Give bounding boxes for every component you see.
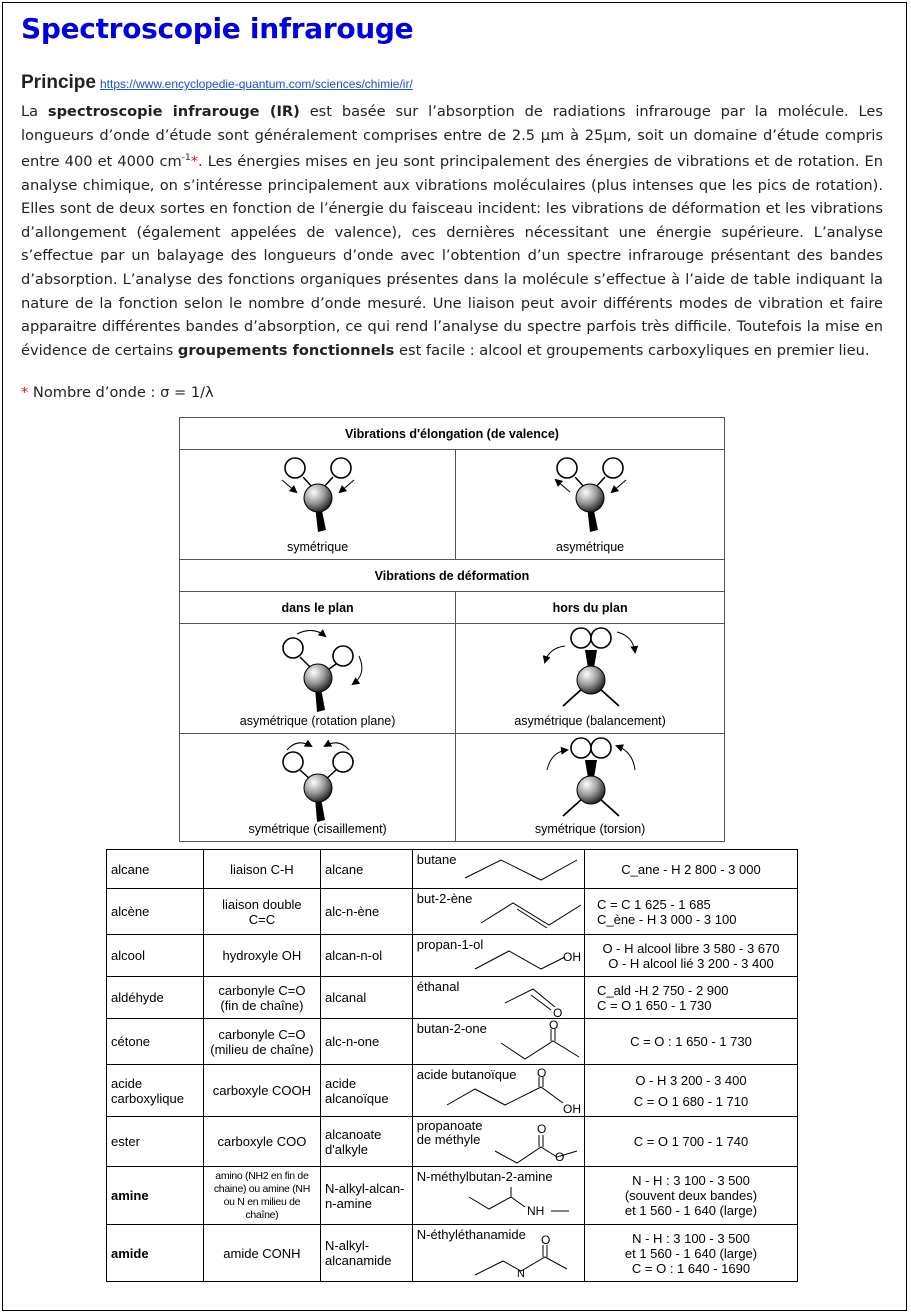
band-value: C = C 1 625 - 1 685 bbox=[596, 896, 711, 912]
intro-paragraph bbox=[21, 100, 883, 362]
deformation-header: Vibrations de déformation bbox=[180, 560, 725, 592]
svg-text:O: O bbox=[548, 1019, 559, 1032]
name-cell: alc-n-one bbox=[321, 1019, 413, 1065]
band-value: N - H : 3 100 - 3 500 bbox=[632, 1230, 750, 1246]
rocking-label: asymétrique (rotation plane) bbox=[239, 714, 396, 728]
footnote-star: * bbox=[21, 384, 29, 401]
in-plane-header: dans le plan bbox=[180, 592, 456, 624]
table-row bbox=[107, 1019, 798, 1065]
source-link[interactable]: https://www.encyclopedie-quantum.com/sciences/chimie/ir/ bbox=[99, 77, 413, 91]
table-row bbox=[107, 1225, 798, 1282]
example-name: propan-1-ol bbox=[416, 937, 484, 952]
example-cell bbox=[412, 1167, 584, 1225]
text-2: est basée sur l’absorption de radiations infrarouge par la molécule. Les longueurs d’onde d’étude sont généralement comprises entre de 2.5 µm à 25µm, soit un domaine d’étude compris entre 400 et 4000 cm bbox=[21, 103, 883, 171]
bold-ir: spectroscopie infrarouge (IR) bbox=[47, 103, 300, 120]
bands-cell bbox=[584, 889, 797, 935]
group-cell: amino (NH2 en fin de chaine) ou amine (NH ou N en milieu de chaîne) bbox=[203, 1167, 320, 1225]
butene-structure bbox=[413, 889, 581, 935]
band-value: et 1 560 - 1 640 (large) bbox=[624, 1203, 758, 1218]
svg-text:N: N bbox=[516, 1268, 525, 1280]
table-row bbox=[107, 850, 798, 889]
family-cell: ester bbox=[107, 1117, 204, 1167]
twisting-cell bbox=[456, 734, 725, 842]
name-cell: alcanoate d'alkyle bbox=[321, 1117, 413, 1167]
text-1: La bbox=[21, 103, 48, 120]
section-heading bbox=[21, 72, 413, 94]
example-cell bbox=[412, 1019, 584, 1065]
text-4: est facile : alcool et groupements carboxyliques en premier lieu. bbox=[394, 341, 870, 359]
text-3: . Les énergies mises en jeu sont principalement des énergies de vibrations et de rotation. En analyse chimique, on s’intéresse principalement aux vibrations moléculaires (plus intenses que les pics de rotation). Elles sont de deux sortes en fonction de l’énergie du faisceau incident: les vibrations de déformation et les vibrations d’allongement (également appelées de valence), ces dernières nécessitant une énergie supérieure. L’analyse s’effectue par un balayage des longueurs d’onde avec l’obtention d’un spectre infrarouge présentant des bandes d’absorption. L’analyse des fonctions organiques présentes dans la molécule s’effectue à l’aide de table indiquant la nature de la fonction selon le nombre d’onde mesuré. Une liaison peut avoir différents modes de vibration et faire apparaitre différentes bandes d’absorption, ce qui rend l’analyse du spectre parfois très difficile. Toutefois la mise en évidence de certains bbox=[21, 153, 883, 359]
table-row bbox=[107, 1117, 798, 1167]
group-cell: carbonyle C=O (milieu de chaîne) bbox=[203, 1019, 320, 1065]
group-cell: carboxyle COOH bbox=[203, 1065, 320, 1117]
band-value: C = O 1 680 - 1 710 bbox=[633, 1093, 749, 1109]
bands-cell bbox=[584, 1065, 797, 1117]
svg-text:O: O bbox=[552, 1006, 563, 1019]
stretch-asymmetric-cell bbox=[456, 450, 725, 560]
example-cell bbox=[412, 889, 584, 935]
twisting-label: symétrique (torsion) bbox=[534, 822, 646, 836]
group-cell: hydroxyle OH bbox=[203, 935, 320, 977]
band-value: C = O : 1 640 - 1690 bbox=[631, 1260, 751, 1276]
svg-text:O: O bbox=[536, 1122, 547, 1136]
rocking-cell bbox=[180, 624, 456, 734]
family-cell: alcane bbox=[107, 850, 204, 889]
band-value: C = O : 1 650 - 1 730 bbox=[630, 1034, 752, 1049]
name-cell: alcan-n-ol bbox=[321, 935, 413, 977]
wagging-label: asymétrique (balancement) bbox=[514, 714, 666, 728]
family-cell: aldéhyde bbox=[107, 977, 204, 1019]
wagging-diagram bbox=[525, 626, 655, 714]
bold-groups: groupements fonctionnels bbox=[177, 341, 395, 359]
name-cell: N-alkyl-alcan-n-amine bbox=[321, 1167, 413, 1225]
family-cell: alcène bbox=[107, 889, 204, 935]
svg-text:NH: NH bbox=[526, 1204, 545, 1218]
name-cell: alcane bbox=[321, 850, 413, 889]
ethanal-structure bbox=[413, 977, 581, 1019]
example-cell bbox=[412, 1065, 584, 1117]
stretch-symmetric-label: symétrique bbox=[287, 540, 349, 554]
band-value: O - H alcool libre 3 580 - 3 670 bbox=[602, 940, 780, 956]
example-name: N-méthylbutan-2-amine bbox=[416, 1169, 553, 1184]
scissoring-label: symétrique (cisaillement) bbox=[248, 822, 387, 836]
example-cell bbox=[412, 935, 584, 977]
bands-cell bbox=[584, 850, 797, 889]
family-cell: cétone bbox=[107, 1019, 204, 1065]
example-cell bbox=[412, 1225, 584, 1282]
bands-cell bbox=[584, 1117, 797, 1167]
methylbutanamine-structure bbox=[413, 1167, 581, 1225]
svg-text:OH: OH bbox=[562, 1102, 581, 1116]
svg-text:O: O bbox=[540, 1233, 551, 1247]
band-value: C_ène - H 3 000 - 3 100 bbox=[596, 911, 737, 927]
superscript: -1 bbox=[181, 153, 191, 164]
wagging-cell bbox=[456, 624, 725, 734]
family-cell: amine bbox=[107, 1167, 204, 1225]
out-of-plane-header: hors du plan bbox=[456, 592, 725, 624]
example-name: acide butanoïque bbox=[416, 1067, 517, 1082]
example-name: éthanal bbox=[416, 979, 460, 994]
group-cell: carbonyle C=O (fin de chaîne) bbox=[203, 977, 320, 1019]
butane-structure bbox=[413, 850, 581, 889]
scissoring-cell bbox=[180, 734, 456, 842]
family-cell: amide bbox=[107, 1225, 204, 1282]
example-name: N-éthyléthanamide bbox=[416, 1227, 526, 1242]
twisting-diagram bbox=[525, 736, 655, 822]
bands-cell bbox=[584, 1225, 797, 1282]
stretch-symmetric-cell bbox=[180, 450, 456, 560]
footnote-text: Nombre d’onde : σ = 1/λ bbox=[28, 384, 214, 401]
name-cell: N-alkyl-alcanamide bbox=[321, 1225, 413, 1282]
group-cell: amide CONH bbox=[203, 1225, 320, 1282]
butanone-structure bbox=[413, 1019, 581, 1065]
bands-cell bbox=[584, 977, 797, 1019]
page-title: Spectroscopie infrarouge bbox=[21, 12, 414, 45]
methyl-propanoate-structure bbox=[413, 1117, 581, 1167]
principe-heading: Principe bbox=[21, 72, 96, 93]
band-value: N - H : 3 100 - 3 500 bbox=[632, 1173, 750, 1188]
band-value: C = O 1 700 - 1 740 bbox=[633, 1134, 749, 1149]
ethylethanamide-structure bbox=[413, 1225, 581, 1282]
name-cell: alcanal bbox=[321, 977, 413, 1019]
group-cell: carboxyle COO bbox=[203, 1117, 320, 1167]
table-row bbox=[107, 977, 798, 1019]
elongation-header: Vibrations d'élongation (de valence) bbox=[180, 418, 725, 450]
family-cell: alcool bbox=[107, 935, 204, 977]
vibration-modes-table bbox=[179, 417, 725, 842]
bands-cell bbox=[584, 1019, 797, 1065]
svg-text:OH: OH bbox=[562, 950, 581, 964]
band-value: (souvent deux bandes) bbox=[624, 1188, 758, 1203]
example-name: butane bbox=[416, 852, 457, 867]
functional-groups-table bbox=[106, 849, 798, 1282]
footnote-star: * bbox=[190, 153, 199, 171]
table-row bbox=[107, 1167, 798, 1225]
example-name: butan-2-one bbox=[416, 1021, 487, 1036]
band-value: C = O 1 650 - 1 730 bbox=[596, 997, 712, 1013]
family-cell: acide carboxylique bbox=[107, 1065, 204, 1117]
example-cell bbox=[412, 977, 584, 1019]
butanoic-acid-structure bbox=[413, 1065, 581, 1117]
example-name: propanoate de méthyle bbox=[416, 1118, 483, 1147]
propanol-structure bbox=[413, 935, 581, 977]
name-cell: alc-n-ène bbox=[321, 889, 413, 935]
band-value: et 1 560 - 1 640 (large) bbox=[624, 1245, 758, 1261]
scissoring-diagram bbox=[253, 736, 383, 822]
stretch-asymmetric-label: asymétrique bbox=[556, 540, 625, 554]
group-cell: liaison double C=C bbox=[203, 889, 320, 935]
example-cell bbox=[412, 850, 584, 889]
band-value: C_ald -H 2 750 - 2 900 bbox=[596, 982, 729, 998]
bands-cell bbox=[584, 1167, 797, 1225]
bands-cell bbox=[584, 935, 797, 977]
table-row bbox=[107, 935, 798, 977]
rocking-diagram bbox=[253, 626, 383, 714]
stretch-asymmetric-diagram bbox=[530, 450, 650, 540]
name-cell: acide alcanoïque bbox=[321, 1065, 413, 1117]
footnote bbox=[21, 384, 214, 401]
svg-text:O: O bbox=[554, 1150, 565, 1164]
svg-text:O: O bbox=[536, 1066, 547, 1080]
table-row bbox=[107, 1065, 798, 1117]
band-value: O - H 3 200 - 3 400 bbox=[635, 1072, 747, 1088]
example-name: but-2-ène bbox=[416, 891, 473, 906]
group-cell: liaison C-H bbox=[203, 850, 320, 889]
band-value: C_ane - H 2 800 - 3 000 bbox=[621, 861, 761, 877]
stretch-symmetric-diagram bbox=[258, 450, 378, 540]
table-row bbox=[107, 889, 798, 935]
example-cell bbox=[412, 1117, 584, 1167]
band-value: O - H alcool lié 3 200 - 3 400 bbox=[608, 955, 774, 971]
